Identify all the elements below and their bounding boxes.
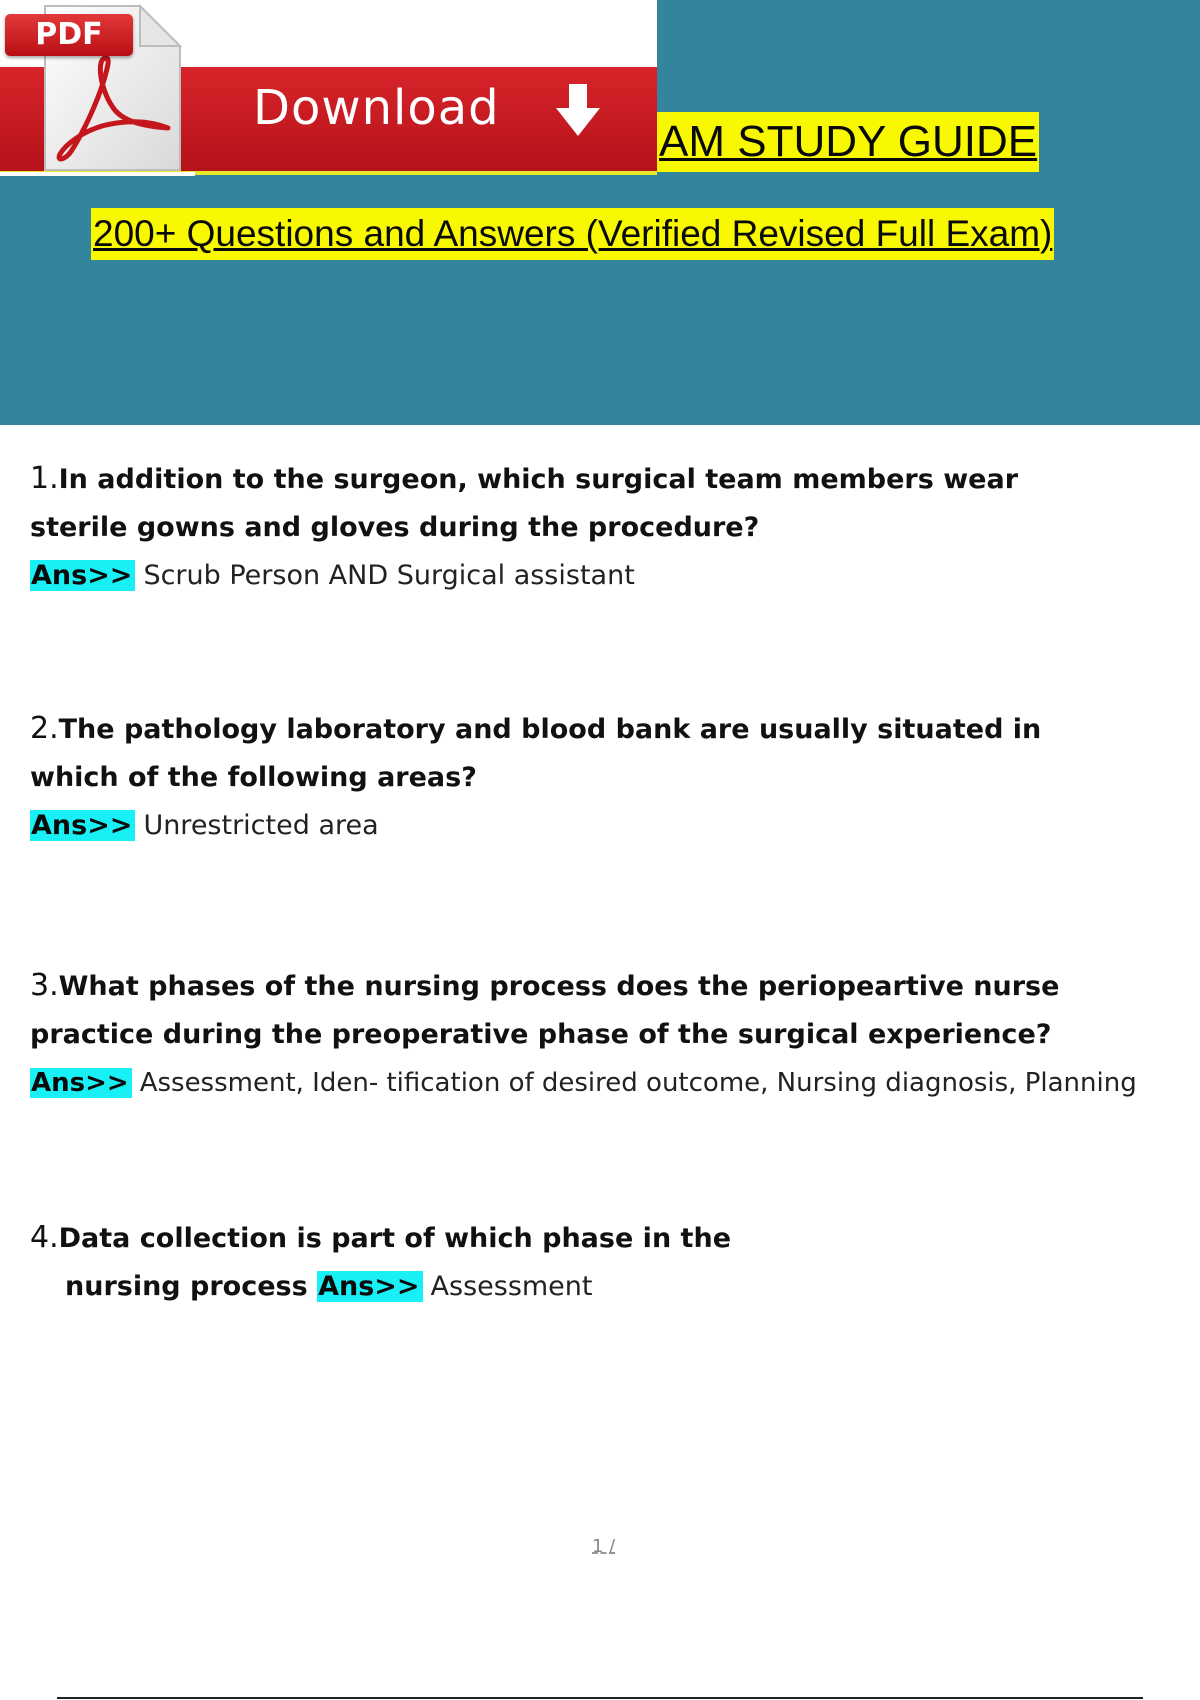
question-text: nursing process	[65, 1271, 308, 1302]
answer-text: Scrub Person AND Surgical assistant	[143, 560, 635, 591]
question-number: 3.	[30, 968, 59, 1003]
answer-tag: Ans>>	[30, 810, 135, 841]
question-item	[30, 962, 1190, 1107]
answer-text: Assessment, Iden- tification of desired outcome, Nursing diagnosis, Planning	[139, 1068, 1137, 1098]
answer-text: Assessment	[430, 1271, 593, 1302]
question-number: 2.	[30, 711, 59, 746]
question-text: Data collection is part of which phase in the	[58, 1223, 732, 1254]
pdf-badge-label: PDF	[35, 17, 103, 52]
question-line: sterile gowns and gloves during the procedure?	[30, 512, 760, 543]
answer-tag: Ans>>	[317, 1271, 422, 1302]
answer-text: Unrestricted area	[143, 810, 379, 841]
download-arrow-icon[interactable]	[553, 82, 603, 138]
page-number: 1 /	[592, 1536, 616, 1557]
question-line: practice during the preoperative phase of the surgical experience?	[30, 1019, 1052, 1050]
question-text: The pathology laboratory and blood bank are usually situated in	[58, 714, 1042, 745]
question-text: What phases of the nursing process does the periopeartive nurse	[58, 971, 1060, 1002]
answer-line	[30, 1059, 1190, 1107]
download-label[interactable]: Download	[253, 80, 500, 136]
answer-tag: Ans>>	[30, 560, 135, 591]
question-number: 4.	[30, 1220, 59, 1255]
question-item	[30, 1214, 1190, 1311]
question-line	[30, 1263, 1190, 1311]
bottom-divider	[57, 1697, 1143, 1699]
question-number: 1.	[30, 461, 59, 496]
answer-line	[30, 802, 1190, 850]
question-line	[30, 962, 1190, 1011]
question-text: In addition to the surgeon, which surgical team members wear	[58, 464, 1019, 495]
answer-tag: Ans>>	[30, 1068, 132, 1098]
question-line	[30, 705, 1190, 754]
question-line	[30, 455, 1190, 504]
answer-line	[30, 552, 1190, 600]
question-item	[30, 455, 1190, 600]
document-title: AM STUDY GUIDE	[657, 112, 1039, 172]
pdf-badge	[5, 14, 133, 56]
pdf-file-icon	[0, 2, 185, 174]
question-line: which of the following areas?	[30, 762, 477, 793]
question-line	[30, 1214, 1190, 1263]
question-item	[30, 705, 1190, 850]
document-subtitle: 200+ Questions and Answers (Verified Revised Full Exam)	[91, 208, 1054, 260]
